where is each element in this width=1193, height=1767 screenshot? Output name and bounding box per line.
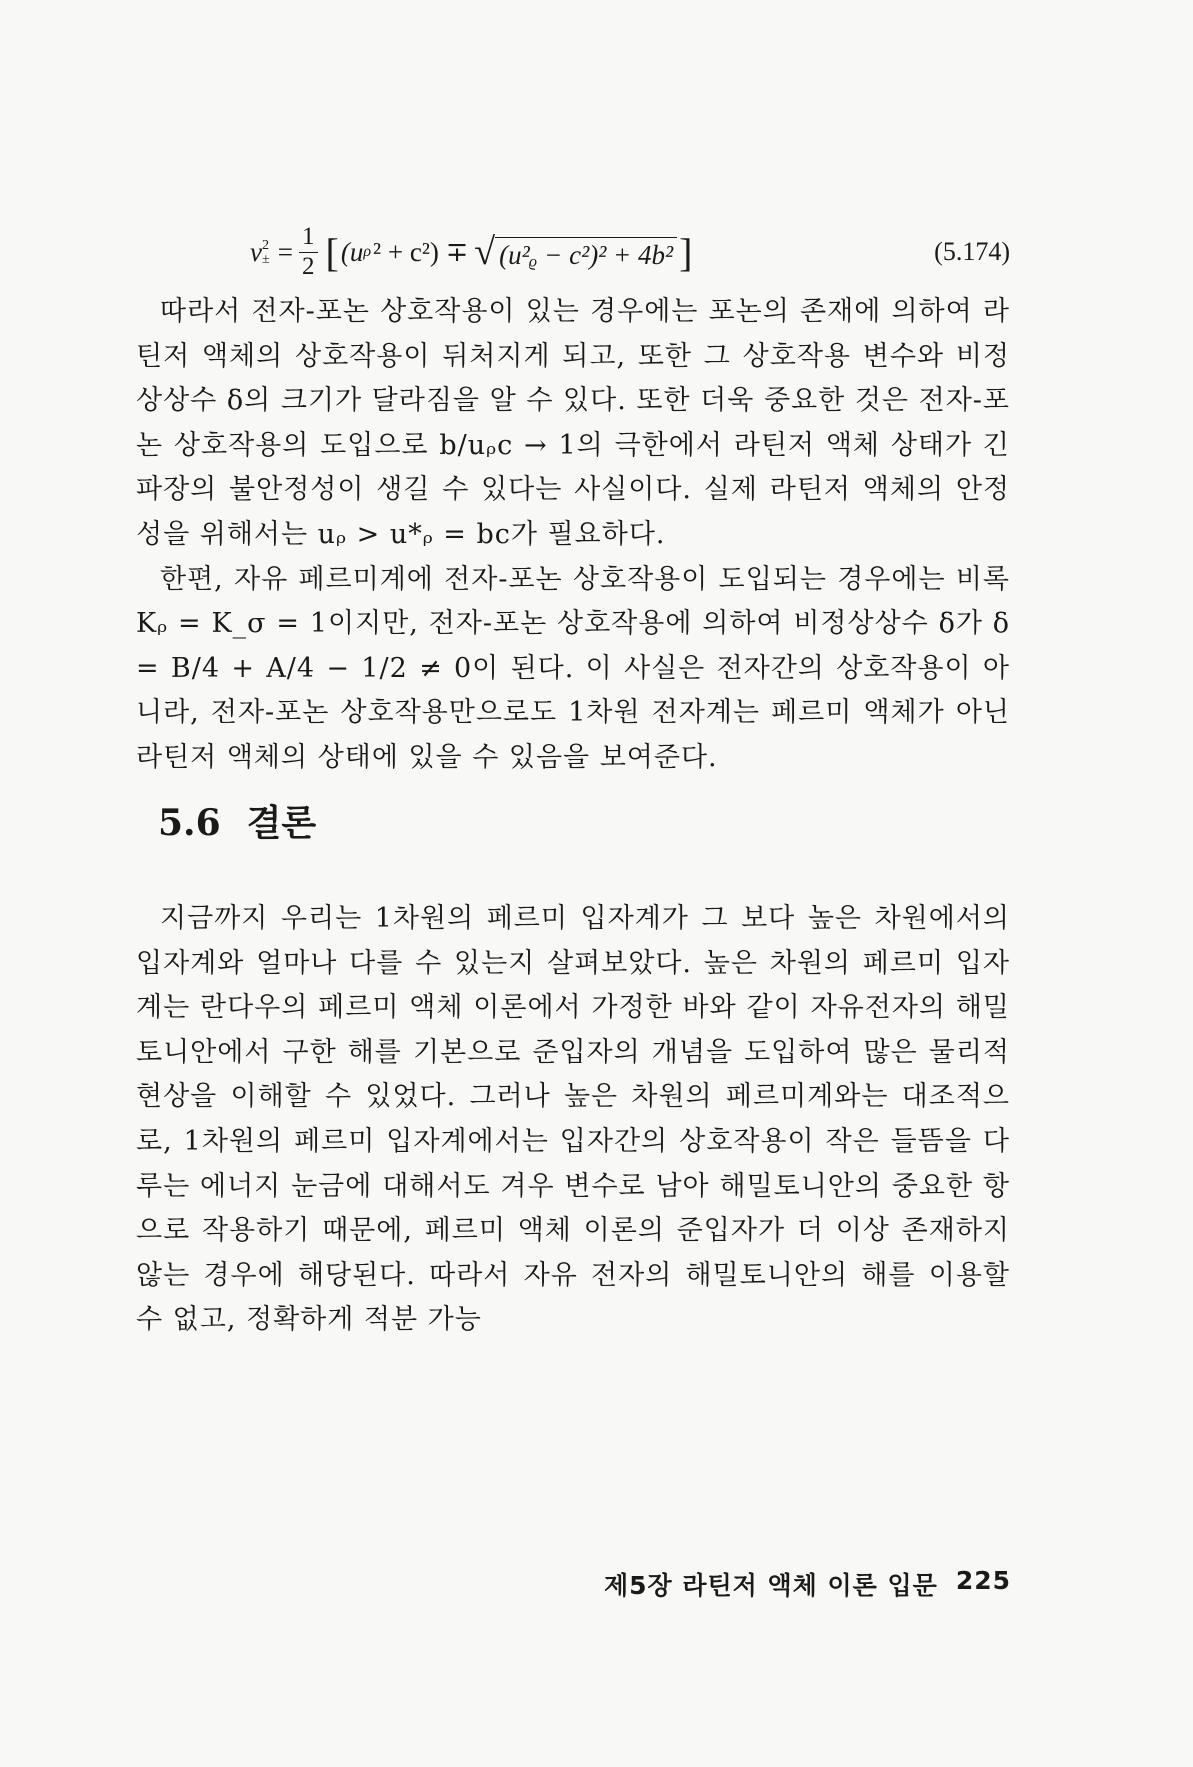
eq-lhs-sub: ±: [261, 251, 270, 267]
eq-equals: =: [277, 236, 293, 267]
conclusion-paragraph: 지금까지 우리는 1차원의 페르미 입자계가 그 보다 높은 차원에서의 입자계와 얼마나 다를 수 있는지 살펴보았다. 높은 차원의 페르미 입자계는 란다우의 페르미 액체 이론에서 가정한 바와 같이 자유전자의 해밀토니안에서 구한 해를 기본으로 준입자의 개념을 도입하여 많은 물리적 현상을 이해할 수 있었다. 그러나 높은 차원의 페르미계와는 대조적으로, 1차원의 페르미 입자계에서는 입자간의 상호작용이 작은 들뜸을 다루는 에너지 눈금에 대해서도 겨우 변수로 남아 해밀토니안의 중요한 항으로 작용하기 때문에, 페르미 액체 이론의 준입자가 더 이상 존재하지 않는 경우에 해당된다. 따라서 자유 전자의 해밀토니안의 해를 이용할 수 없고, 정확하게 적분 가능: [136, 903, 1010, 1336]
equation-formula: [250, 212, 694, 292]
eq-bracket-open: [: [325, 229, 339, 275]
eq-fraction: [299, 223, 318, 282]
footer-chapter: 제5장 라틴저 액체 이론 입문: [603, 1571, 938, 1600]
eq-sqrt-body: (u²ᵨ − c²)² + 4b²: [495, 237, 677, 271]
eq-bracket-close: ]: [679, 229, 693, 275]
section-number: 5.6: [158, 802, 221, 844]
eq-lhs: v: [250, 236, 262, 267]
paragraph-2: 한편, 자유 페르미계에 전자-포논 상호작용이 도입되는 경우에는 비록 Kᵨ = K_σ = 1이지만, 전자-포논 상호작용에 의하여 비정상상수 δ가 δ = B/4 + A/4 − 1/2 ≠ 0이 된다. 이 사실은 전자간의 상호작용이 아니라, 전자-포논 상호작용만으로도 1차원 전자계는 페르미 액체가 아닌 라틴저 액체의 상태에 있을 수 있음을 보여준다.: [136, 563, 1010, 773]
sqrt-icon: √: [474, 231, 496, 273]
eq-lhs-scripts: [262, 238, 270, 266]
eq-sqrt: [474, 233, 677, 271]
eq-frac-den: 2: [302, 252, 315, 280]
eq-lhs-sup: 2: [261, 236, 270, 253]
eq-frac-num: 1: [299, 223, 318, 253]
equation-number: (5.174): [934, 237, 1010, 266]
paragraph-1: 따라서 전자-포논 상호작용이 있는 경우에는 포논의 존재에 의하여 라틴저 액체의 상호작용이 뒤처지게 되고, 또한 그 상호작용 변수와 비정상상수 δ의 크기가 달라짐을 알 수 있다. 또한 더욱 중요한 것은 전자-포논 상호작용의 도입으로 b/uᵨc → 1의 극한에서 라틴저 액체 상태가 긴 파장의 불안정성이 생길 수 있다는 사실이다. 실제 라틴저 액체의 안정성을 위해서는 uᵨ > u*ᵨ = bc가 필요하다.: [136, 296, 1010, 550]
section-heading: [158, 795, 316, 846]
page-number: 225: [955, 1566, 1011, 1595]
eq-term1-rest: ² + c²) ∓: [373, 236, 469, 267]
eq-term1-sub: ρ: [363, 243, 372, 260]
equation-5-174: [250, 212, 1010, 292]
body-paragraphs: [136, 290, 1010, 781]
section-title: 결론: [246, 802, 317, 844]
eq-term1: (u: [340, 236, 364, 267]
page-footer: [604, 1566, 1011, 1602]
conclusion-block: [136, 897, 1010, 1343]
